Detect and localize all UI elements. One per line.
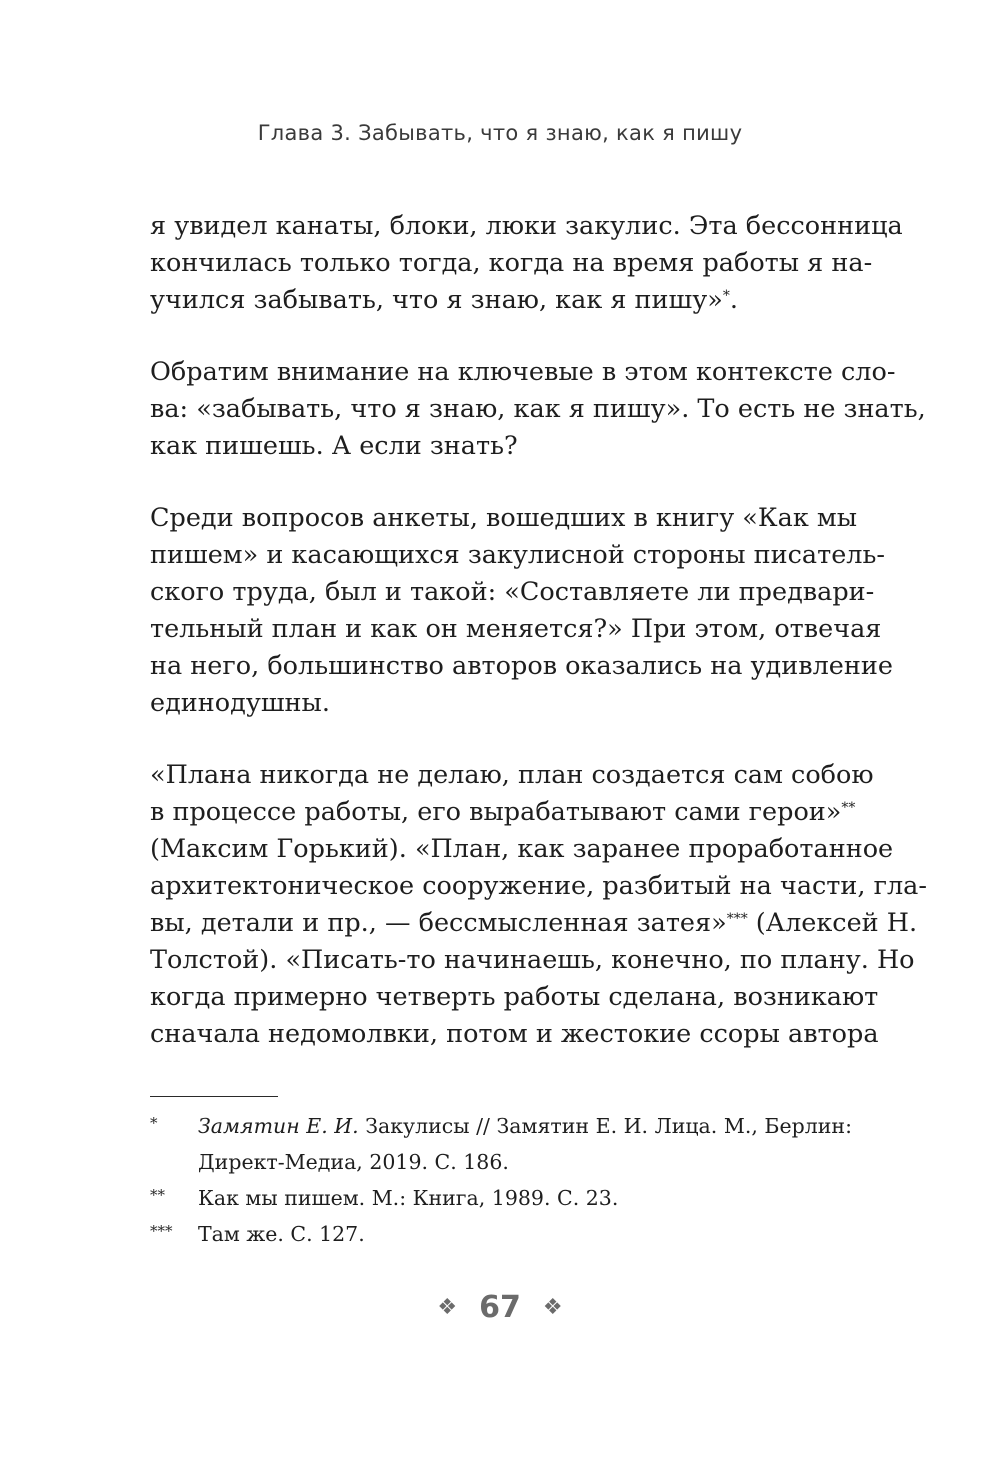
text-line: я увидел канаты, блоки, люки закулис. Эта бессонница [150,211,903,241]
ornament-icon: ❖ [542,1295,563,1320]
footnote-reference: * [722,288,730,304]
footnote-text: Закулисы // Замятин Е. И. Лица. М., Берлин: [365,1114,852,1138]
text-line: учился забывать, что я знаю, как я пишу»*. [150,285,738,315]
ornament-icon: ❖ [437,1295,458,1320]
footnote-text: Как мы пишем. М.: Книга, 1989. С. 23. [198,1186,619,1210]
footnote-reference: *** [726,911,748,927]
footnote-1 [150,1108,852,1180]
text-line: сначала недомолвки, потом и жестокие ссоры автора [150,1019,879,1049]
paragraph-1 [150,208,903,319]
text-line: Среди вопросов анкеты, вошедших в книгу «Как мы [150,503,858,533]
footnote-author: Замятин Е. И. [198,1114,359,1138]
text-line: тельный план и как он меняется?» При этом, отвечая [150,614,882,644]
body-text [150,208,927,1053]
text-line: «Плана никогда не делаю, план создается сам собою [150,760,874,790]
page-number: 67 [479,1290,521,1325]
footnote-separator [150,1096,278,1097]
text-line: кончилась только тогда, когда на время работы я на- [150,248,873,278]
text-line: Обратим внимание на ключевые в этом контексте сло- [150,357,896,387]
footnote-3 [150,1216,852,1252]
text-line: Толстой). «Писать-то начинаешь, конечно, по плану. Но [150,945,915,975]
footnote-text: Там же. С. 127. [198,1222,365,1246]
footnotes [150,1108,852,1252]
text-line: как пишешь. А если знать? [150,431,518,461]
footnote-text: Директ-Медиа, 2019. С. 186. [198,1150,509,1174]
text-line: архитектоническое сооружение, разбитый на части, гла- [150,871,927,901]
text-line: когда примерно четверть работы сделана, возникают [150,982,879,1012]
footnote-reference: ** [841,800,856,816]
page-number-footer [0,1290,1000,1325]
footnote-2 [150,1180,852,1216]
text-line: ского труда, был и такой: «Составляете ли предвари- [150,577,875,607]
running-header: Глава 3. Забывать, что я знаю, как я пишу [257,121,743,145]
text-line: ва: «забывать, что я знаю, как я пишу». То есть не знать, [150,394,926,424]
text-line: в процессе работы, его вырабатывают сами герои»** [150,797,856,827]
footnote-mark: ** [150,1186,165,1204]
paragraph-4 [150,757,927,1053]
footnote-mark: * [150,1114,158,1132]
text-line: вы, детали и пр., — бессмысленная затея»*** (Алексей Н. [150,908,918,938]
footnote-mark: *** [150,1222,173,1240]
text-line: пишем» и касающихся закулисной стороны писатель- [150,540,885,570]
paragraph-2 [150,354,926,465]
text-line: единодушны. [150,688,330,718]
text-line: (Максим Горький). «План, как заранее проработанное [150,834,894,864]
text-line: на него, большинство авторов оказались на удивление [150,651,893,681]
paragraph-3 [150,500,893,722]
